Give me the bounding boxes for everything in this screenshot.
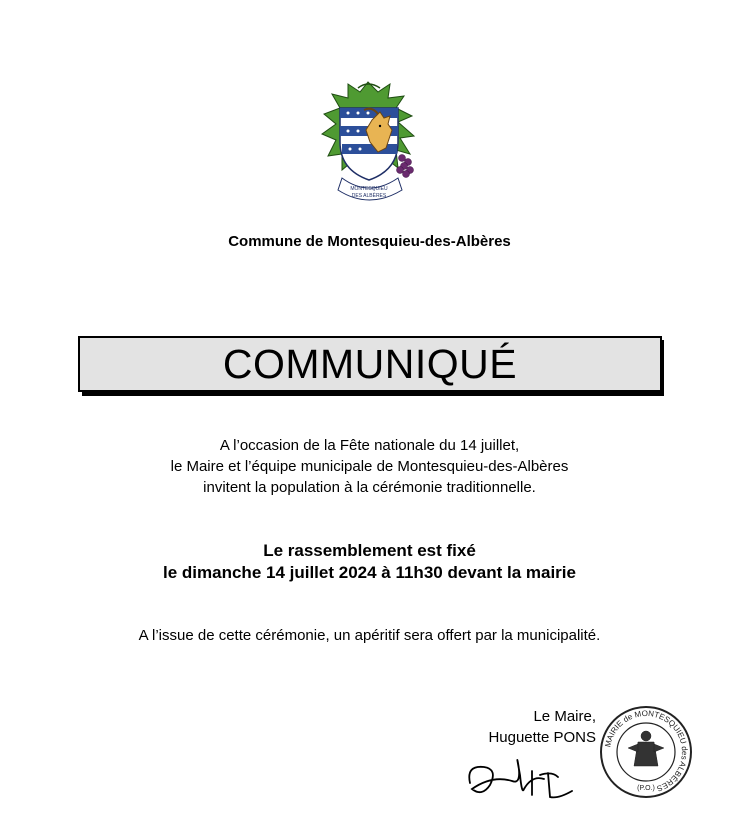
handwritten-signature [462,745,582,805]
signature-name: Huguette PONS [488,729,596,746]
announcement [0,540,739,584]
signature-title: Le Maire, [533,708,596,725]
banner-title: COMMUNIQUÉ [222,340,518,387]
commune-name: Commune de Montesquieu-des-Albères [228,233,511,250]
intro-line-3: invitent la population à la cérémonie traditionnelle. [203,479,536,496]
communique-banner [78,336,664,396]
signature-block [440,706,596,748]
coat-of-arms-logo [318,78,420,208]
announcement-line-1: Le rassemblement est fixé [263,541,476,560]
intro-paragraph [0,435,739,498]
stamp-sub-text: (P.O.) [637,785,655,792]
intro-line-1: A l’occasion de la Fête nationale du 14 juillet, [219,437,520,454]
announcement-line-2: le dimanche 14 juillet 2024 à 11h30 devant la mairie [163,563,576,582]
official-stamp [598,704,694,800]
ribbon-text-1: MONTESQUIEU [350,186,388,192]
ribbon-text-2: DES ALBÈRES [351,193,387,199]
stamp-ring-text: MAIRIE de MONTESQUIEU des ALBÈRES [603,708,690,794]
intro-line-2: le Maire et l’équipe municipale de Montesquieu-des-Albères [170,458,569,475]
closing-text: A l’issue de cette cérémonie, un apéritif sera offert par la municipalité. [138,627,601,644]
banner-box [78,336,662,392]
